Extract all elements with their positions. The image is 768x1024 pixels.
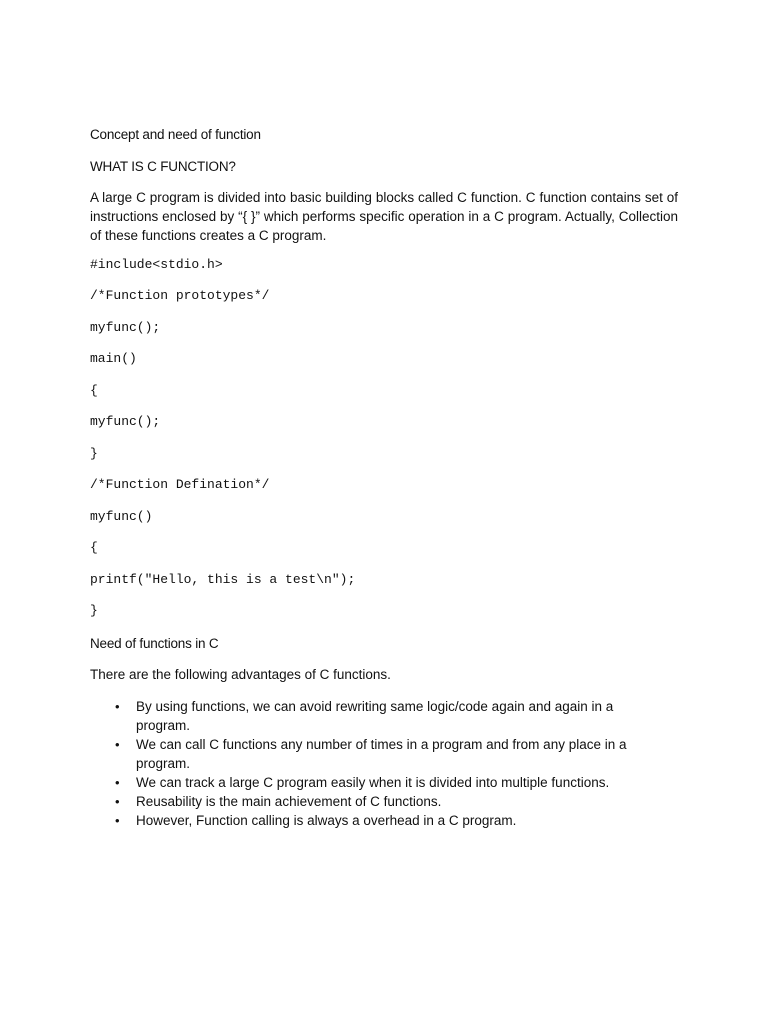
list-item-text: By using functions, we can avoid rewriting same logic/code again and again in a program. [136, 699, 614, 733]
list-item-text: However, Function calling is always a overhead in a C program. [136, 813, 517, 828]
section-title: Concept and need of function [90, 127, 261, 142]
advantages-intro: There are the following advantages of C functions. [90, 667, 391, 682]
code-line: myfunc(); [90, 414, 161, 429]
advantages-list [90, 697, 650, 830]
list-item-text: We can track a large C program easily when it is divided into multiple functions. [136, 775, 610, 790]
code-line: main() [90, 351, 137, 366]
list-item [90, 792, 650, 811]
bullet-icon: • [115, 794, 120, 809]
intro-paragraph: A large C program is divided into basic building blocks called C function. C function contains set of instructions enclosed by “{ }” which performs specific operation in a C program. Actually, Collection of these functions creates a C program. [90, 190, 678, 243]
code-line: /*Function prototypes*/ [90, 288, 270, 303]
code-line: /*Function Defination*/ [90, 477, 270, 492]
code-line: myfunc() [90, 509, 153, 524]
list-item [90, 811, 650, 830]
list-item-text: Reusability is the main achievement of C functions. [136, 794, 442, 809]
code-line: } [90, 603, 98, 618]
heading-need-of-functions: Need of functions in C [90, 636, 219, 651]
bullet-icon: • [115, 813, 120, 828]
list-item [90, 735, 650, 773]
code-line: } [90, 446, 98, 461]
code-line: { [90, 540, 98, 555]
list-item-text: We can call C functions any number of times in a program and from any place in a program. [136, 737, 627, 771]
code-line: #include<stdio.h> [90, 257, 223, 272]
code-line: myfunc(); [90, 320, 161, 335]
list-item [90, 773, 650, 792]
code-line: { [90, 383, 98, 398]
heading-what-is-c-function: WHAT IS C FUNCTION? [90, 159, 236, 174]
bullet-icon: • [115, 775, 120, 790]
code-line: printf("Hello, this is a test\n"); [90, 572, 356, 587]
bullet-icon: • [115, 699, 120, 714]
bullet-icon: • [115, 737, 120, 752]
list-item [90, 697, 650, 735]
